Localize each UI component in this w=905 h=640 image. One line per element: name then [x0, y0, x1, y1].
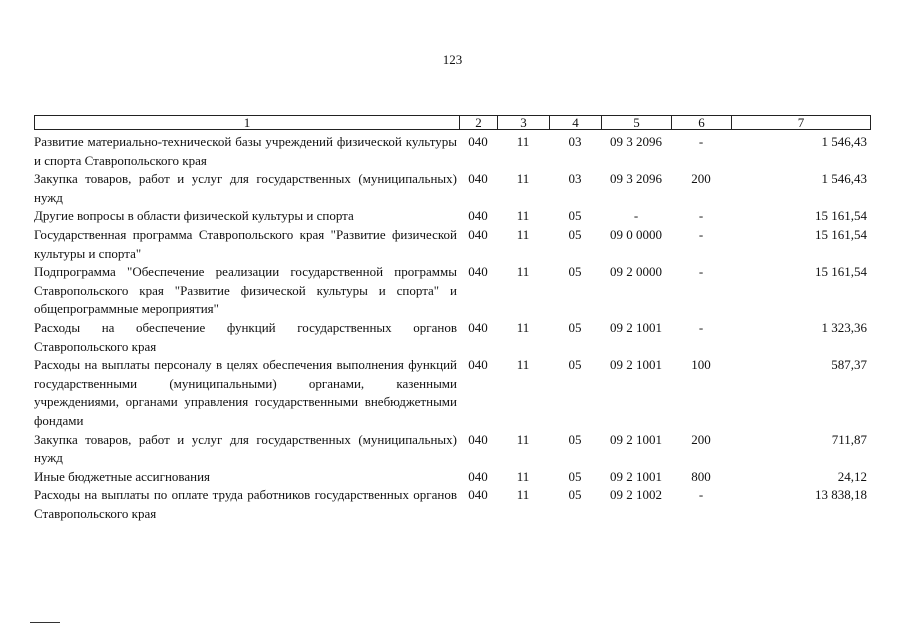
- row-col-3: 11: [516, 134, 530, 149]
- row-col-4: 05: [568, 226, 582, 242]
- row-col-3: 11: [516, 226, 530, 242]
- row-col-6: 100: [691, 357, 711, 373]
- row-col-5: 09 3 2096: [610, 134, 662, 149]
- row-col-2: 040: [468, 357, 488, 373]
- row-name: Государственная программа Ставропольского края "Развитие физической культуры и спорта": [34, 226, 457, 261]
- row-col-6: 800: [691, 468, 711, 484]
- table-row: [34, 226, 869, 263]
- row-col-2: 040: [468, 319, 488, 335]
- row-col-3: 11: [516, 468, 530, 484]
- row-col-2: 040: [468, 264, 488, 280]
- row-col-5: 09 2 1001: [610, 319, 662, 335]
- row-col-4: 03: [568, 171, 582, 187]
- table-row: [34, 431, 869, 468]
- row-amount: 1 546,43: [821, 134, 867, 149]
- row-name: Расходы на выплаты по оплате труда работников государственных органов Ставропольского края: [34, 487, 457, 521]
- row-col-6: -: [698, 487, 704, 503]
- table-row: [34, 486, 869, 523]
- row-col-2: 040: [468, 468, 488, 484]
- row-name: Закупка товаров, работ и услуг для государственных (муниципальных) нужд: [34, 171, 457, 205]
- table-row: [34, 319, 869, 356]
- row-col-6: 200: [691, 171, 711, 187]
- row-name: Иные бюджетные ассигнования: [34, 468, 211, 484]
- row-col-3: 11: [516, 487, 530, 503]
- row-col-6: -: [698, 226, 704, 242]
- row-name: Расходы на выплаты персоналу в целях обеспечения выполнения функций государственными (муниципальными) органами, казенными учреждениями, органами управления государственными внебюджетными фондами: [34, 357, 457, 428]
- row-col-3: 11: [516, 264, 530, 280]
- row-amount: 1 323,36: [821, 319, 867, 335]
- row-amount: 15 161,54: [815, 264, 867, 280]
- row-col-2: 040: [468, 487, 488, 503]
- row-name: Другие вопросы в области физической культуры и спорта: [34, 208, 354, 224]
- row-col-4: 05: [568, 468, 582, 484]
- row-amount: 15 161,54: [815, 208, 867, 224]
- row-col-2: 040: [468, 431, 488, 447]
- table-row: [34, 207, 869, 226]
- row-col-4: 05: [568, 319, 582, 335]
- table-row: [34, 263, 869, 319]
- row-col-6: 200: [691, 431, 711, 447]
- header-col-3: 3: [498, 116, 550, 129]
- footer-rule: [30, 622, 60, 623]
- row-name: Расходы на обеспечение функций государственных органов Ставропольского края: [34, 319, 457, 354]
- row-col-3: 11: [516, 208, 530, 224]
- row-col-2: 040: [468, 226, 488, 242]
- header-col-5: 5: [602, 116, 672, 129]
- row-col-4: 05: [568, 264, 582, 280]
- row-col-4: 05: [568, 357, 582, 373]
- row-col-6: -: [698, 208, 704, 224]
- row-col-2: 040: [468, 171, 488, 187]
- table-row: [34, 133, 869, 170]
- row-col-3: 11: [516, 319, 530, 335]
- header-col-4: 4: [550, 116, 602, 129]
- table-row: [34, 468, 869, 487]
- row-col-6: -: [698, 264, 704, 280]
- row-col-6: -: [698, 319, 704, 335]
- row-name: Подпрограмма "Обеспечение реализации государственной программы Ставропольского края "Развитие физической культуры и спорта" и общепрограммные мероприятия": [34, 264, 457, 317]
- header-col-7: 7: [797, 115, 805, 130]
- row-amount: 587,37: [831, 357, 867, 373]
- row-amount: 15 161,54: [815, 226, 867, 242]
- table-header: [34, 115, 871, 130]
- row-col-5: 09 2 0000: [610, 264, 662, 280]
- row-col-4: 05: [568, 487, 582, 503]
- row-col-5: 09 2 1001: [610, 468, 662, 484]
- row-col-5: 09 2 1002: [610, 487, 662, 503]
- row-name: Развитие материально-технической базы учреждений физической культуры и спорта Ставропольского края: [34, 134, 457, 168]
- row-col-3: 11: [516, 357, 530, 373]
- page-number: 123: [442, 52, 463, 67]
- row-col-3: 11: [516, 171, 530, 187]
- row-name: Закупка товаров, работ и услуг для государственных (муниципальных) нужд: [34, 431, 457, 466]
- row-col-3: 11: [516, 431, 530, 447]
- header-col-1: 1: [35, 116, 460, 129]
- row-amount: 1 546,43: [821, 171, 867, 187]
- row-col-5: 09 2 1001: [610, 357, 662, 373]
- row-amount: 711,87: [831, 431, 867, 447]
- row-col-2: 040: [468, 208, 488, 224]
- row-col-4: 05: [568, 431, 582, 447]
- row-col-6: -: [698, 134, 704, 149]
- row-amount: 24,12: [837, 468, 867, 484]
- header-col-2: 2: [460, 116, 498, 129]
- row-col-5: 09 2 1001: [610, 431, 662, 447]
- table-row: [34, 170, 869, 207]
- row-col-2: 040: [468, 134, 488, 149]
- row-col-5: -: [633, 208, 639, 224]
- table-row: [34, 356, 869, 430]
- row-col-4: 05: [568, 208, 582, 224]
- row-col-4: 03: [568, 134, 582, 149]
- row-col-5: 09 3 2096: [610, 171, 662, 187]
- header-col-6: 6: [672, 116, 732, 129]
- row-amount: 13 838,18: [815, 487, 867, 503]
- table-body: [34, 133, 869, 523]
- row-col-5: 09 0 0000: [610, 226, 662, 242]
